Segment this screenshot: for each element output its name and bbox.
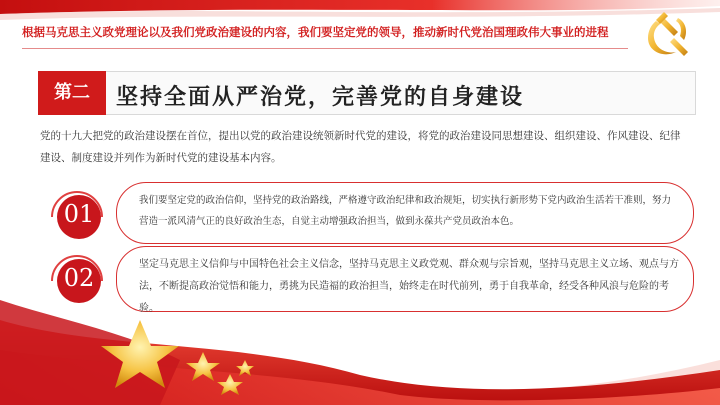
header-text: 根据马克思主义政党理论以及我们党政治建设的内容，我们要坚定党的领导，推动新时代党治国理政伟大事业的进程 xyxy=(22,25,609,39)
header-divider xyxy=(22,48,628,49)
item-number: 02 xyxy=(63,264,95,292)
party-emblem-icon xyxy=(638,8,700,60)
intro-paragraph: 党的十九大把党的政治建设摆在首位，提出以党的政治建设统领新时代党的建设，将党的政治建设同思想建设、组织建设、作风建设、纪律建设、制度建设并列作为新时代党的建设基本内容。 xyxy=(40,130,681,164)
section-title: 坚持全面从严治党，完善党的自身建设 xyxy=(116,85,525,110)
item-text: 我们要坚定党的政治信仰，坚持党的政治路线，严格遵守政治纪律和政治规矩，切实执行新形势下党内政治生活若干准则，努力营造一派风清气正的良好政治生态，自觉主动增强政治担当，做到永葆共产党员政治本色。 xyxy=(139,195,672,227)
bottom-decoration xyxy=(0,300,720,405)
section-number: 第二 xyxy=(38,71,106,115)
item-text: 坚定马克思主义信仰与中国特色社会主义信念，坚持马克思主义政党观、群众观与宗旨观，坚持马克思主义立场、观点与方法，不断提高政治觉悟和能力，勇挑为民造福的政治担当，始终走在时代前列，勇于自我革命，经受各种风浪与危险的考验。 xyxy=(139,259,679,314)
list-item xyxy=(44,182,694,252)
item-box xyxy=(116,182,694,244)
item-number: 01 xyxy=(63,200,95,228)
